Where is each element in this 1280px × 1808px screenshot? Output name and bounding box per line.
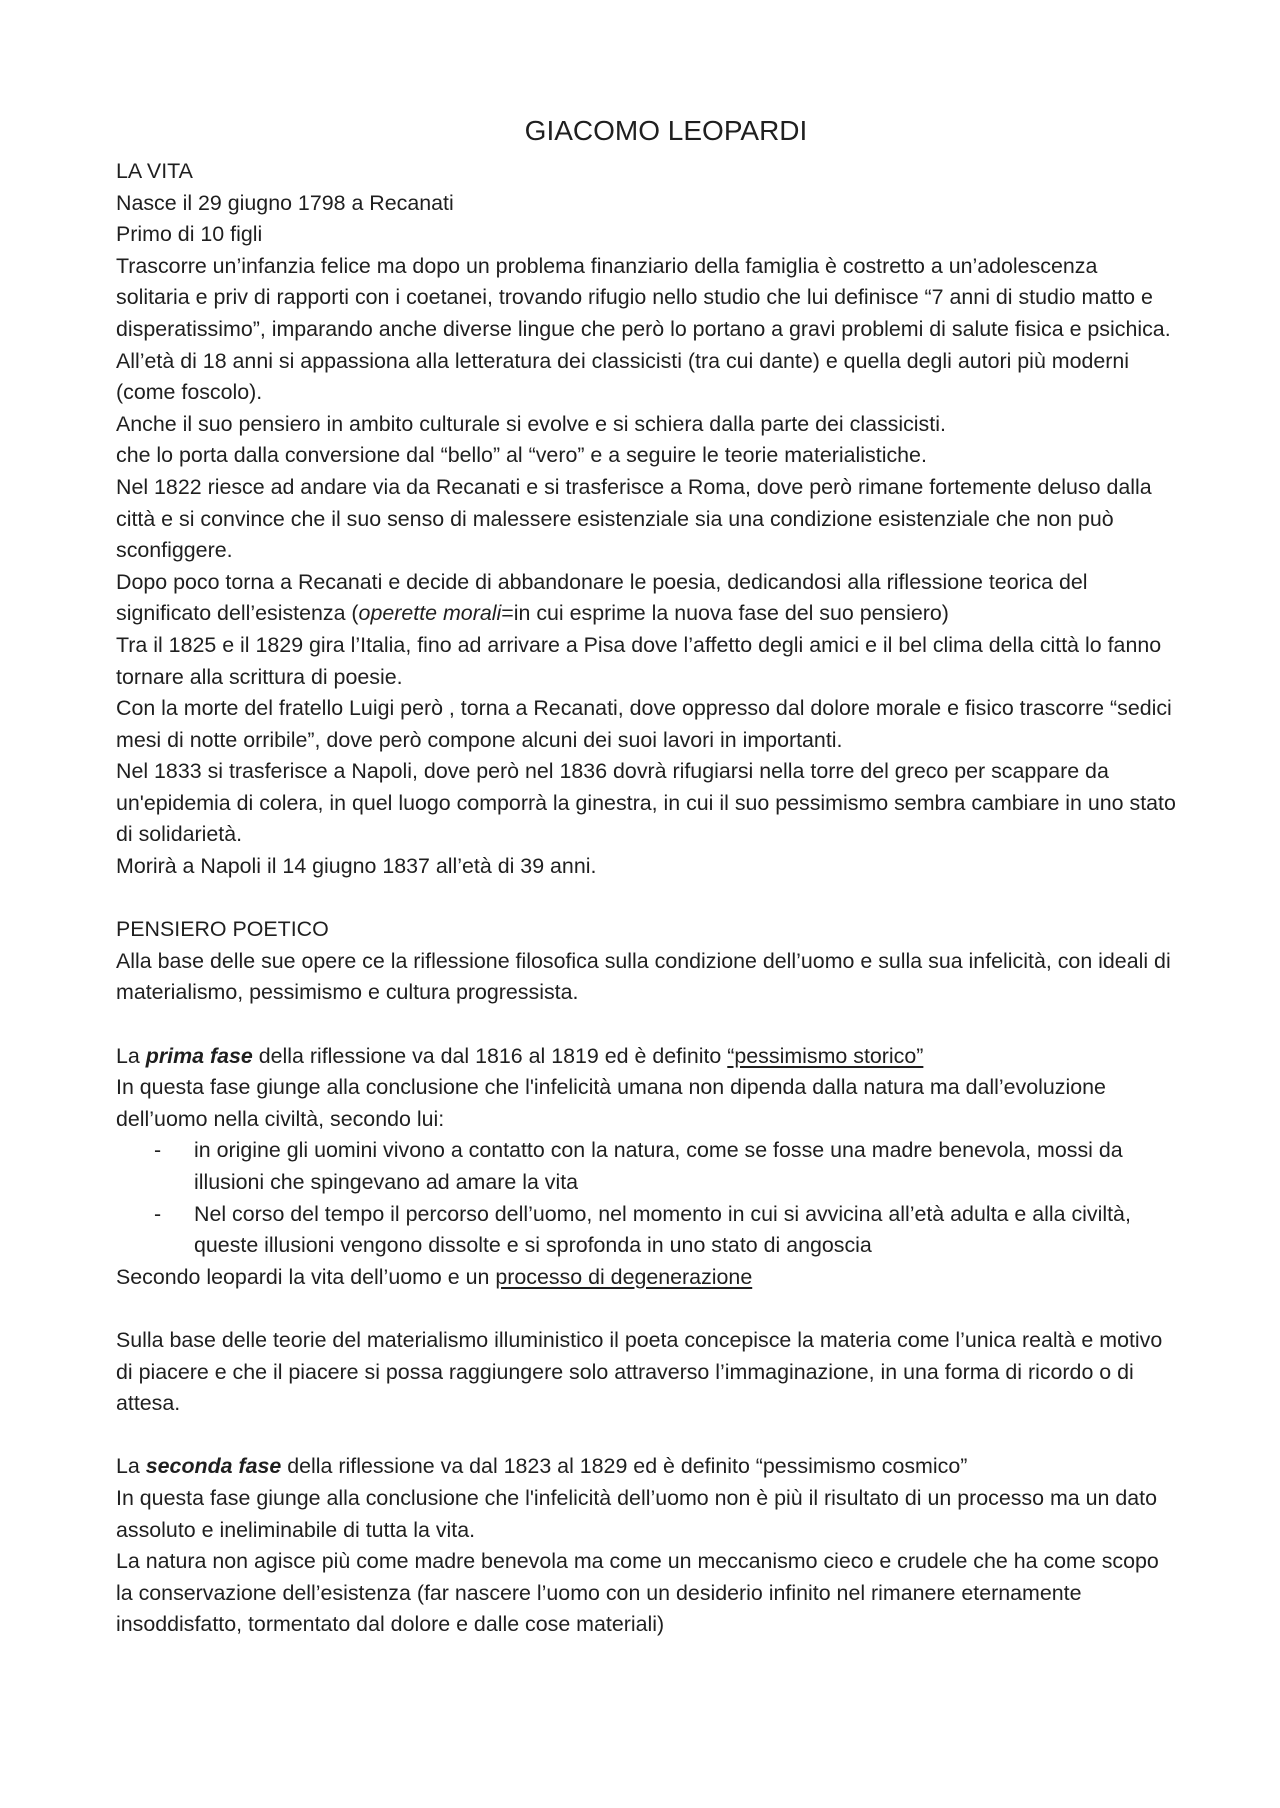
paragraph: Morirà a Napoli il 14 giugno 1837 all’età di 39 anni.	[116, 854, 597, 879]
spacer	[116, 1420, 1176, 1452]
dash-bullet-icon: -	[154, 1201, 162, 1226]
section-pensiero-poetico	[116, 914, 1176, 1641]
list-item	[116, 1199, 1176, 1262]
section-la-vita	[116, 156, 1176, 883]
paragraph: Trascorre un’infanzia felice ma dopo un problema finanziario della famiglia è costretto a un’adolescenza solitaria e priv di rapporti con i coetanei, trovando rifugio nello studio che lui definisce “7 anni di studio matto e disperatissimo”, imparando anche diverse lingue che però lo portano a gravi problemi di salute fisica e psichica.	[116, 253, 1171, 341]
paragraph	[116, 567, 1176, 630]
paragraph-prima-fase	[116, 1041, 1176, 1073]
paragraph: Nel 1822 riesce ad andare via da Recanati e si trasferisce a Roma, dove però rimane fortemente deluso dalla città e si convince che il suo senso di malessere esistenziale sia una condizione esistenziale che non può sconfiggere.	[116, 474, 1152, 563]
paragraph: All’età di 18 anni si appassiona alla letteratura dei classicisti (tra cui dante) e quella degli autori più moderni (come foscolo).	[116, 348, 1130, 405]
italic-work-title: operette morali	[358, 601, 502, 626]
paragraph: Alla base delle sue opere ce la riflessione filosofica sulla condizione dell’uomo e sulla sua infelicità, con ideali di materialismo, pessimismo e cultura progressista.	[116, 948, 1171, 1005]
underlined-term: “pessimismo storico”	[727, 1043, 924, 1068]
paragraph: In questa fase giunge alla conclusione che l'infelicità umana non dipenda dalla natura ma dall’evoluzione dell’uomo nella civiltà, secondo lui:	[116, 1075, 1106, 1131]
text-run: della riflessione va dal 1816 al 1819 ed è definito	[252, 1043, 728, 1068]
paragraph: Tra il 1825 e il 1829 gira l’Italia, fino ad arrivare a Pisa dove l’affetto degli amici e il bel clima della città lo fanno tornare alla scrittura di poesie.	[116, 632, 1162, 689]
dash-bullet-icon: -	[154, 1138, 162, 1163]
text-run: La	[116, 1454, 146, 1479]
document-page	[116, 106, 1176, 1641]
list-item-text: Nel corso del tempo il percorso dell’uomo, nel momento in cui si avvicina all’età adulta e alla civiltà, queste illusioni vengono dissolte e si sprofonda in uno stato di angoscia	[194, 1201, 1131, 1258]
paragraph: In questa fase giunge alla conclusione che l'infelicità dell’uomo non è più il risultato di un processo ma un dato assoluto e ineliminabile di tutta la vita.	[116, 1485, 1157, 1542]
spacer	[116, 1293, 1176, 1325]
paragraph: che lo porta dalla conversione dal “bello” al “vero” e a seguire le teorie materialistiche.	[116, 443, 927, 468]
paragraph: Primo di 10 figli	[116, 222, 263, 247]
text-run: =in cui esprime la nuova fase del suo pensiero)	[501, 601, 949, 626]
section-heading-pensiero: PENSIERO POETICO	[116, 917, 329, 942]
section-heading-vita: LA VITA	[116, 159, 193, 183]
emphasis-seconda-fase: seconda fase	[145, 1454, 282, 1479]
paragraph: La natura non agisce più come madre benevola ma come un meccanismo cieco e crudele che ha come scopo la conservazione dell’esistenza (far nascere l’uomo con un desiderio infinito nel rimanere eternamente insoddisfatto, tormentato dal dolore e dalle cose materiali)	[116, 1549, 1159, 1637]
text-run: Secondo leopardi la vita dell’uomo e un	[116, 1264, 496, 1289]
text-run: Dopo poco torna a Recanati e decide di abbandonare le poesia, dedicandosi alla riflessione teorica del significato dell’esistenza (	[116, 569, 1088, 626]
bullet-list	[116, 1135, 1176, 1261]
spacer	[116, 1009, 1176, 1041]
paragraph: Nasce il 29 giugno 1798 a Recanati	[116, 190, 454, 215]
list-item	[116, 1135, 1176, 1198]
paragraph: Anche il suo pensiero in ambito culturale si evolve e si schiera dalla parte dei classicisti.	[116, 411, 946, 436]
list-item-text: in origine gli uomini vivono a contatto con la natura, come se fosse una madre benevola, mossi da illusioni che spingevano ad amare la vita	[194, 1138, 1123, 1194]
paragraph: Con la morte del fratello Luigi però , torna a Recanati, dove oppresso dal dolore morale e fisico trascorre “sedici mesi di notte orribile”, dove però compone alcuni dei suoi lavori in importanti.	[116, 696, 1172, 752]
text-run: della riflessione va dal 1823 al 1829 ed è definito “pessimismo cosmico”	[281, 1454, 968, 1479]
spacer	[116, 883, 1176, 915]
emphasis-prima-fase: prima fase	[145, 1043, 253, 1068]
paragraph	[116, 1262, 1176, 1294]
document-title: GIACOMO LEOPARDI	[524, 115, 808, 146]
paragraph: Sulla base delle teorie del materialismo illuministico il poeta concepisce la materia come l’unica realtà e motivo di piacere e che il piacere si possa raggiungere solo attraverso l’immaginazione, in una forma di ricordo o di attesa.	[116, 1327, 1163, 1416]
paragraph-seconda-fase	[116, 1451, 1176, 1483]
paragraph: Nel 1833 si trasferisce a Napoli, dove però nel 1836 dovrà rifugiarsi nella torre del greco per scappare da un'epidemia di colera, in quel luogo comporrà la ginestra, in cui il suo pessimismo sembra cambiare in uno stato di solidarietà.	[116, 759, 1176, 847]
text-run: La	[116, 1043, 146, 1068]
underlined-term: processo di degenerazione	[495, 1264, 753, 1289]
